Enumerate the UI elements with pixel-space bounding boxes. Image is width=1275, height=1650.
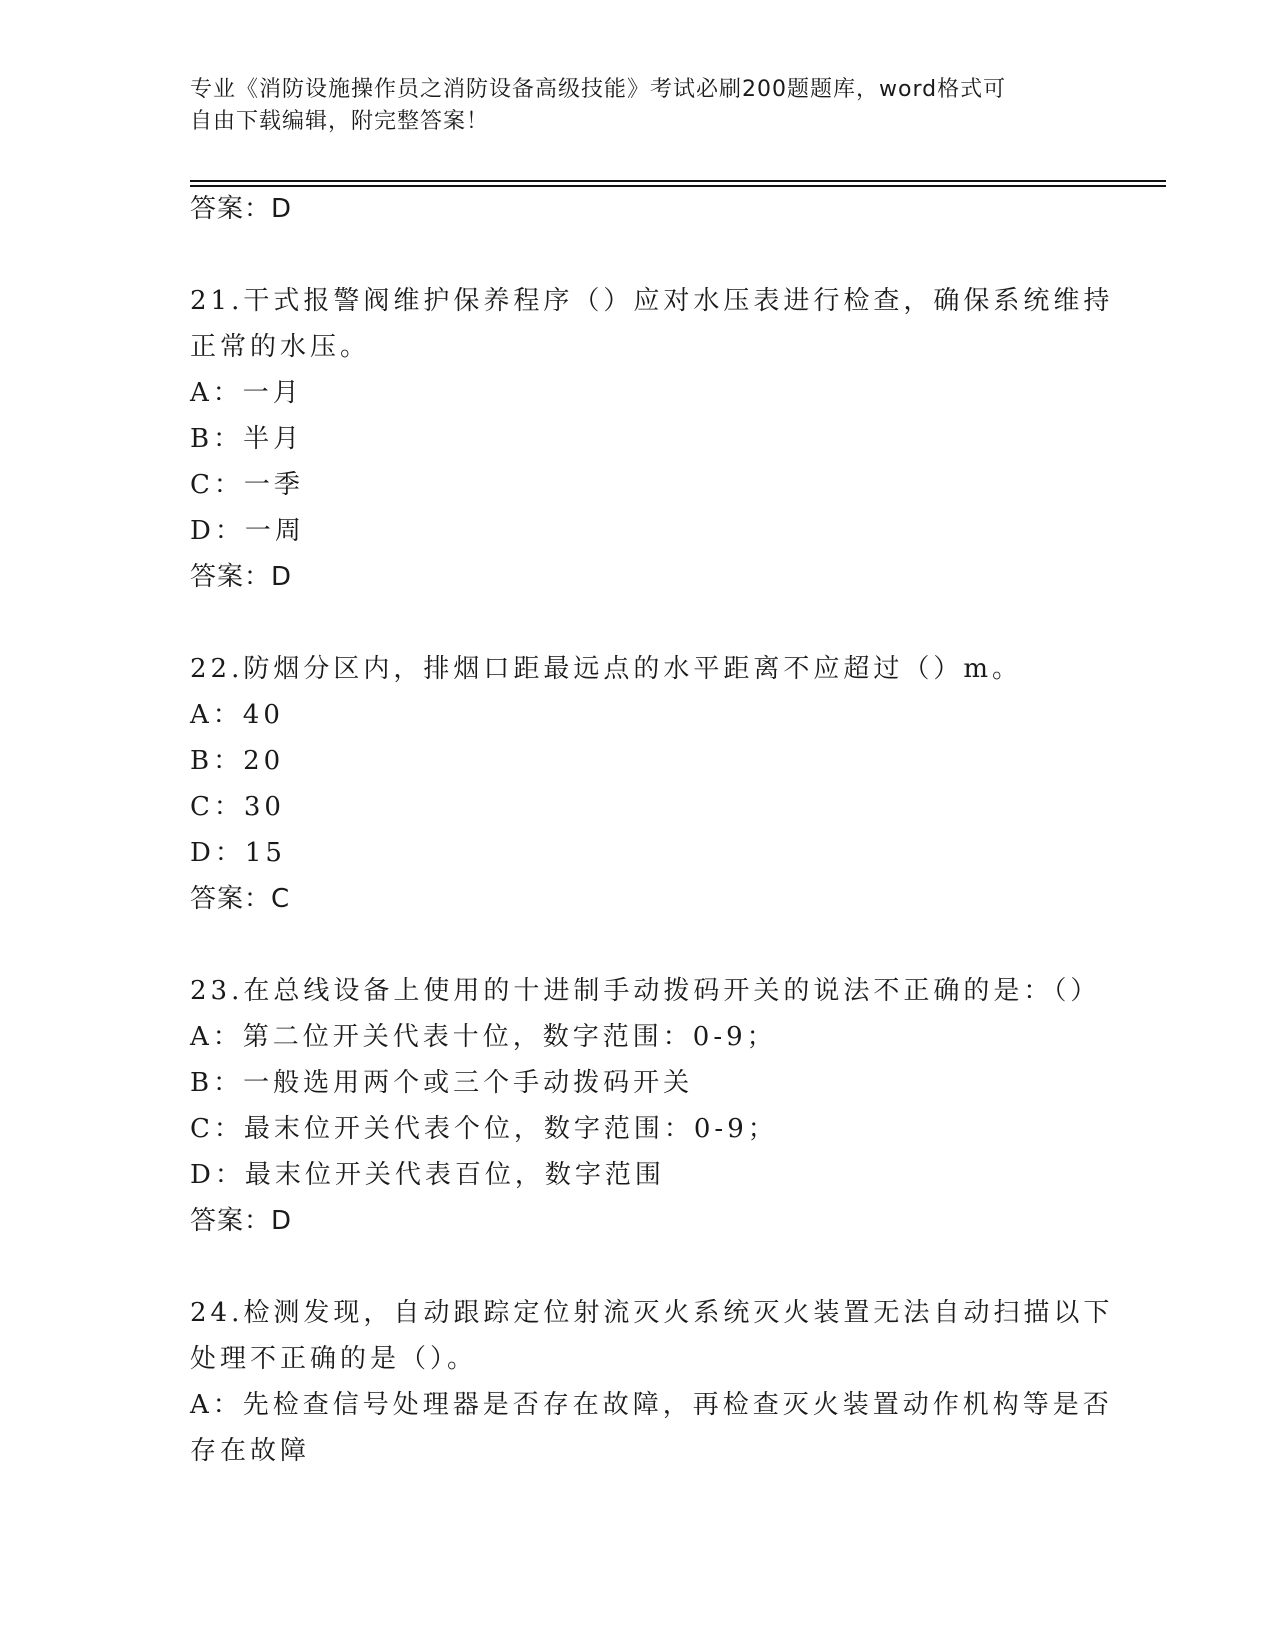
question-block-21: [190, 278, 1120, 600]
question-text-continued: 处理不正确的是（）。: [190, 1344, 478, 1374]
option-b: B：20: [190, 746, 285, 776]
question-text: 24.检测发现，自动跟踪定位射流灭火系统灭火装置无法自动扫描以下: [190, 1298, 1114, 1328]
question-text: 23.在总线设备上使用的十进制手动拨码开关的说法不正确的是：（）: [190, 976, 1101, 1006]
option-c: C：一季: [190, 470, 304, 500]
option-c: C：30: [190, 792, 285, 822]
header-divider-top: [190, 180, 1166, 182]
spacer: [190, 600, 1120, 646]
option-a-continued: 存在故障: [190, 1436, 311, 1466]
question-text-continued: 正常的水压。: [190, 332, 371, 362]
question-block-22: [190, 646, 1120, 922]
option-b: B：半月: [190, 424, 304, 454]
option-a: A：一月: [190, 378, 303, 408]
answer-line: 答案：D: [190, 194, 293, 224]
question-text: 22.防烟分区内，排烟口距最远点的水平距离不应超过（）m。: [190, 654, 1023, 684]
option-a: A：第二位开关代表十位，数字范围：0-9；: [190, 1022, 777, 1052]
spacer: [190, 1244, 1120, 1290]
answer-line: 答案：D: [190, 1206, 293, 1236]
option-a: A：40: [190, 700, 284, 730]
document-header: [190, 74, 1090, 138]
answer-line: 答案：D: [190, 562, 293, 592]
option-b: B：一般选用两个或三个手动拨码开关: [190, 1068, 694, 1098]
option-d: D：最末位开关代表百位，数字范围: [190, 1160, 665, 1190]
header-line-2: 自由下载编辑，附完整答案！: [190, 109, 490, 134]
question-text: 21.干式报警阀维护保养程序（）应对水压表进行检查，确保系统维持: [190, 286, 1114, 316]
question-block-24: [190, 1290, 1120, 1474]
option-d: D：一周: [190, 516, 305, 546]
spacer: [190, 922, 1120, 968]
spacer: [190, 232, 1120, 278]
option-c: C：最末位开关代表个位，数字范围：0-9；: [190, 1114, 778, 1144]
option-a: A：先检查信号处理器是否存在故障，再检查灭火装置动作机构等是否: [190, 1390, 1113, 1420]
question-block-23: [190, 968, 1120, 1244]
answer-line: 答案：C: [190, 884, 291, 914]
option-d: D：15: [190, 838, 286, 868]
question-list: [190, 186, 1120, 1474]
header-line-1: 专业《消防设施操作员之消防设备高级技能》考试必刷200题题库，word格式可: [190, 77, 1007, 102]
